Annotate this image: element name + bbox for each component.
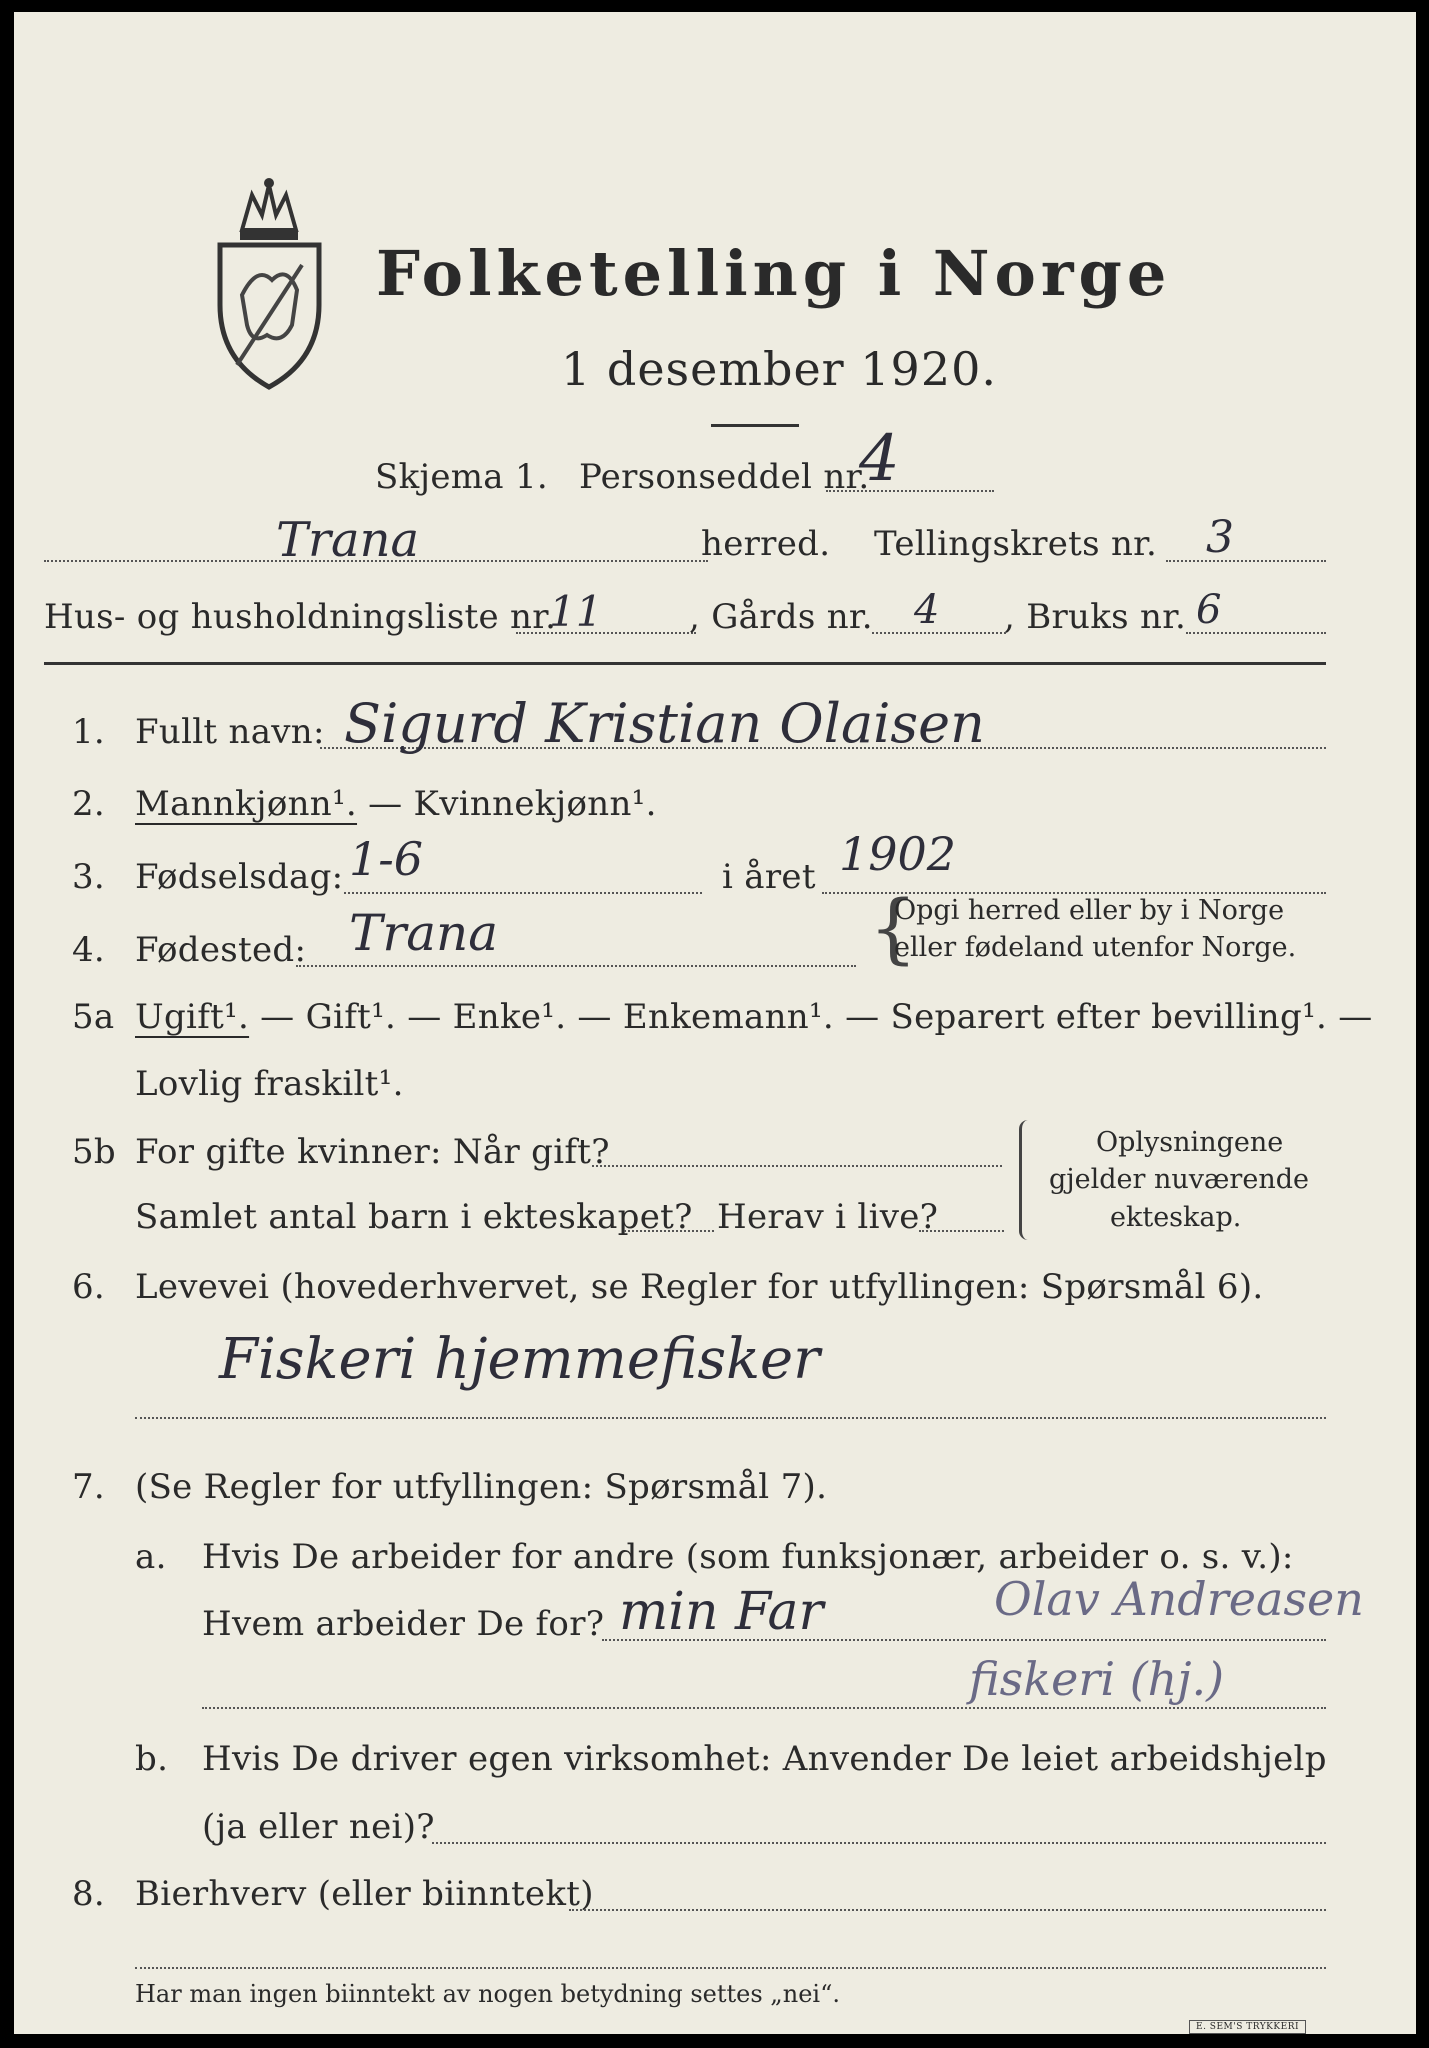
q7b-label: Hvis De driver egen virksomhet: Anvender De leiet arbeidshjelp [202, 1739, 1327, 1779]
q5b-line3 [919, 1230, 1004, 1232]
q5b-line2 [624, 1230, 714, 1232]
q6-value: Fiskeri hjemmefisker [219, 1327, 820, 1392]
hus-line [516, 632, 696, 634]
q3-line [344, 892, 702, 894]
q1-label: Fullt navn: [135, 712, 325, 752]
q6-label: Levevei (hovederhvervet, se Regler for utfyllingen: Spørsmål 6). [135, 1267, 1264, 1307]
q3-label: Fødselsdag: [135, 857, 344, 897]
q8-number: 8. [72, 1874, 106, 1914]
q4-number: 4. [72, 930, 106, 970]
q4-value: Trana [349, 904, 499, 962]
header-rule [44, 662, 1326, 665]
q8-line2 [135, 1967, 1326, 1969]
q7b-question: (ja eller nei)? [202, 1807, 435, 1847]
bruks-label: , Bruks nr. [1004, 597, 1187, 637]
q5b-label3: Herav i live? [717, 1197, 939, 1237]
footer-note: Har man ingen biinntekt av nogen betydning settes „nei“. [135, 1980, 840, 2008]
q2-female: Kvinnekjønn¹. [413, 784, 657, 824]
tellingskrets-value: 3 [1206, 512, 1234, 563]
q7-label: (Se Regler for utfyllingen: Spørsmål 7). [135, 1467, 828, 1507]
gards-value: 4 [914, 587, 940, 633]
gards-label: , Gårds nr. [689, 597, 873, 637]
q2-male: Mannkjønn¹. [135, 784, 358, 824]
title-divider [711, 424, 799, 427]
q1-number: 1. [72, 712, 106, 752]
printer-stamp: E. SEM'S TRYKKERI [1189, 2020, 1306, 2034]
census-date: 1 desember 1920. [561, 342, 997, 396]
q5b-label1: For gifte kvinner: Når gift? [135, 1132, 610, 1172]
census-form-page [14, 12, 1416, 2034]
q2-separator: — [357, 784, 414, 824]
hus-label: Hus- og husholdningsliste nr. [44, 597, 557, 637]
q3-year-value: 1902 [839, 827, 957, 881]
q7a-letter: a. [135, 1537, 167, 1577]
personseddel-line [826, 490, 994, 492]
q5a-options [135, 997, 1373, 1037]
tellingskrets-line [1166, 560, 1326, 562]
q5a-number: 5a [72, 997, 115, 1037]
q5b-line1 [592, 1165, 1002, 1167]
q5b-note3: ekteskap. [1110, 1202, 1242, 1233]
personseddel-value: 4 [859, 422, 900, 496]
q3-year-label: i året [722, 857, 816, 897]
q7a-value2: Olav Andreasen [994, 1572, 1364, 1626]
q5a-other-options: — Gift¹. — Enke¹. — Enkemann¹. — Separert efter bevilling¹. — [249, 997, 1373, 1037]
q5a-ugift: Ugift¹. [135, 997, 250, 1037]
q4-note-line1: Opgi herred eller by i Norge [894, 895, 1285, 926]
q7a-value: min Far [619, 1582, 824, 1642]
bruks-value: 6 [1196, 587, 1222, 633]
tellingskrets-label: Tellingskrets nr. [874, 524, 1158, 564]
q3-value: 1-6 [349, 832, 424, 886]
q7a-question: Hvem arbeider De for? [202, 1604, 605, 1644]
q5b-note2: gjelder nuværende [1049, 1164, 1309, 1195]
q7b-letter: b. [135, 1739, 169, 1779]
q1-value: Sigurd Kristian Olaisen [344, 692, 985, 755]
q5b-note1: Oplysningene [1096, 1127, 1284, 1158]
q7a-label: Hvis De arbeider for andre (som funksjonær, arbeider o. s. v.): [202, 1537, 1294, 1577]
q6-number: 6. [72, 1267, 106, 1307]
q6-line [135, 1417, 1326, 1419]
herred-value: Trana [276, 512, 420, 568]
q4-note-line2: eller fødeland utenfor Norge. [894, 932, 1297, 963]
q2-number: 2. [72, 784, 106, 824]
q4-brace: { [869, 883, 918, 972]
q8-line [569, 1909, 1326, 1911]
q4-line [296, 965, 856, 967]
hus-value: 11 [549, 587, 603, 636]
personseddel-label: Personseddel nr. [579, 457, 870, 497]
q2-options [135, 784, 657, 824]
q5b-number: 5b [72, 1132, 116, 1172]
q8-label: Bierhverv (eller biinntekt) [135, 1874, 594, 1914]
q5a-line2: Lovlig fraskilt¹. [135, 1064, 404, 1104]
herred-label: herred. [701, 524, 831, 564]
q7a-line2 [202, 1707, 1326, 1709]
q3-number: 3. [72, 857, 106, 897]
q4-label: Fødested: [135, 930, 307, 970]
q7a-value3: fiskeri (hj.) [969, 1652, 1225, 1706]
q5b-brace [1019, 1120, 1028, 1240]
schema-label: Skjema 1. [375, 457, 549, 497]
q5b-label2: Samlet antal barn i ekteskapet? [135, 1197, 693, 1237]
coat-of-arms-icon [212, 175, 327, 395]
q7-number: 7. [72, 1467, 106, 1507]
form-title: Folketelling i Norge [376, 237, 1172, 310]
q7b-line [432, 1842, 1326, 1844]
